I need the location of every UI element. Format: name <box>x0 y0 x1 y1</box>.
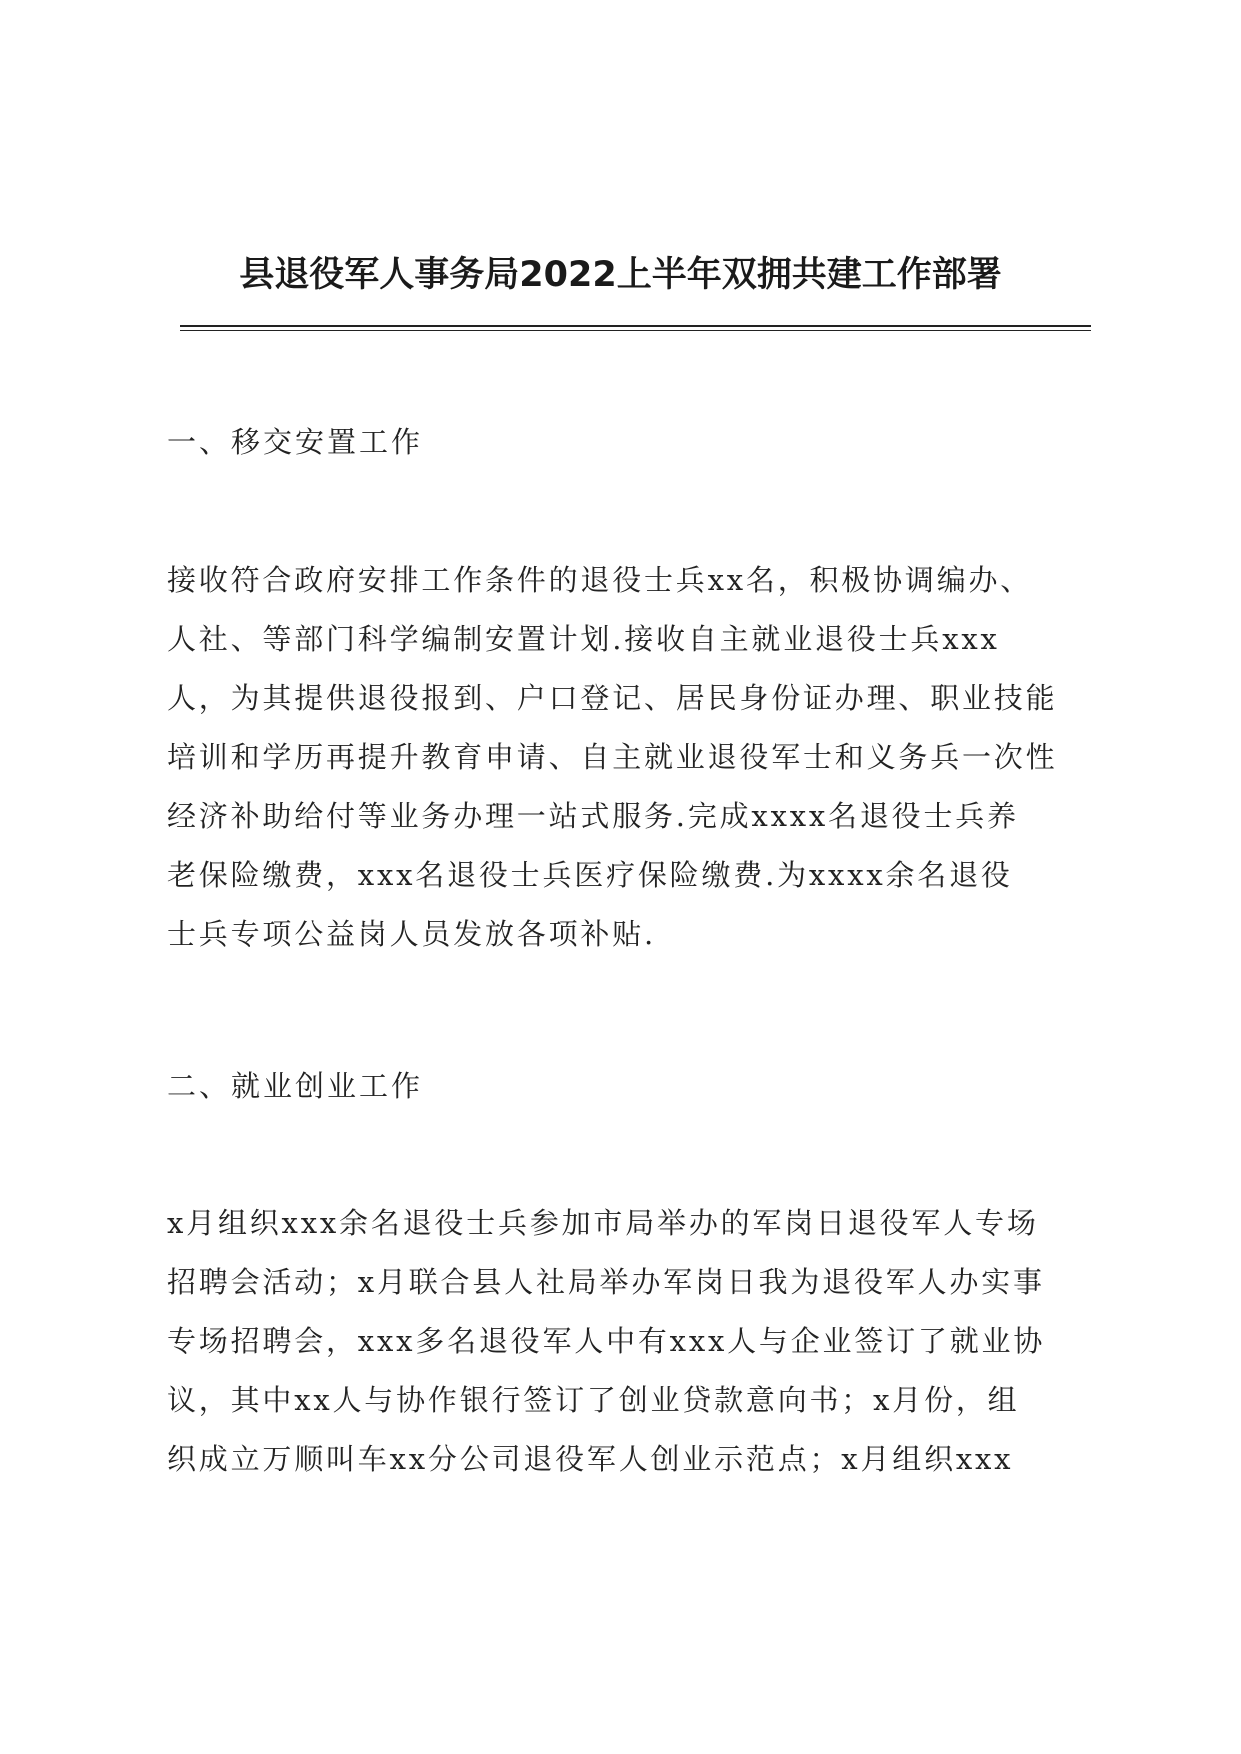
paragraph-line: 培训和学历再提升教育申请、自主就业退役军士和义务兵一次性 <box>167 740 1058 774</box>
paragraph-line: 议，其中xx人与协作银行签订了创业贷款意向书；x月份，组 <box>167 1383 1020 1417</box>
paragraph-line: 人，为其提供退役报到、户口登记、居民身份证办理、职业技能 <box>167 681 1058 715</box>
section-paragraph-placement <box>167 551 1102 964</box>
paragraph-line: 士兵专项公益岗人员发放各项补贴. <box>167 917 657 951</box>
paragraph-line: 人社、等部门科学编制安置计划.接收自主就业退役士兵xxx <box>167 622 1000 656</box>
paragraph-line: 专场招聘会，xxx多名退役军人中有xxx人与企业签订了就业协 <box>167 1324 1046 1358</box>
section-heading-employment: 二、就业创业工作 <box>167 1069 424 1103</box>
paragraph-line: 招聘会活动；x月联合县人社局举办军岗日我为退役军人办实事 <box>167 1265 1045 1299</box>
paragraph-line: 织成立万顺叫车xx分公司退役军人创业示范点；x月组织xxx <box>167 1442 1014 1476</box>
document-title: 县退役军人事务局2022上半年双拥共建工作部署 <box>239 255 1002 295</box>
paragraph-line: 接收符合政府安排工作条件的退役士兵xx名，积极协调编办、 <box>167 563 1033 597</box>
section-heading-placement: 一、移交安置工作 <box>167 425 424 459</box>
section-paragraph-employment <box>167 1194 1102 1489</box>
title-divider <box>180 325 1091 331</box>
paragraph-line: x月组织xxx余名退役士兵参加市局举办的军岗日退役军人专场 <box>167 1206 1039 1240</box>
paragraph-line: 老保险缴费，xxx名退役士兵医疗保险缴费.为xxxx余名退役 <box>167 858 1013 892</box>
paragraph-line: 经济补助给付等业务办理一站式服务.完成xxxx名退役士兵养 <box>167 799 1019 833</box>
